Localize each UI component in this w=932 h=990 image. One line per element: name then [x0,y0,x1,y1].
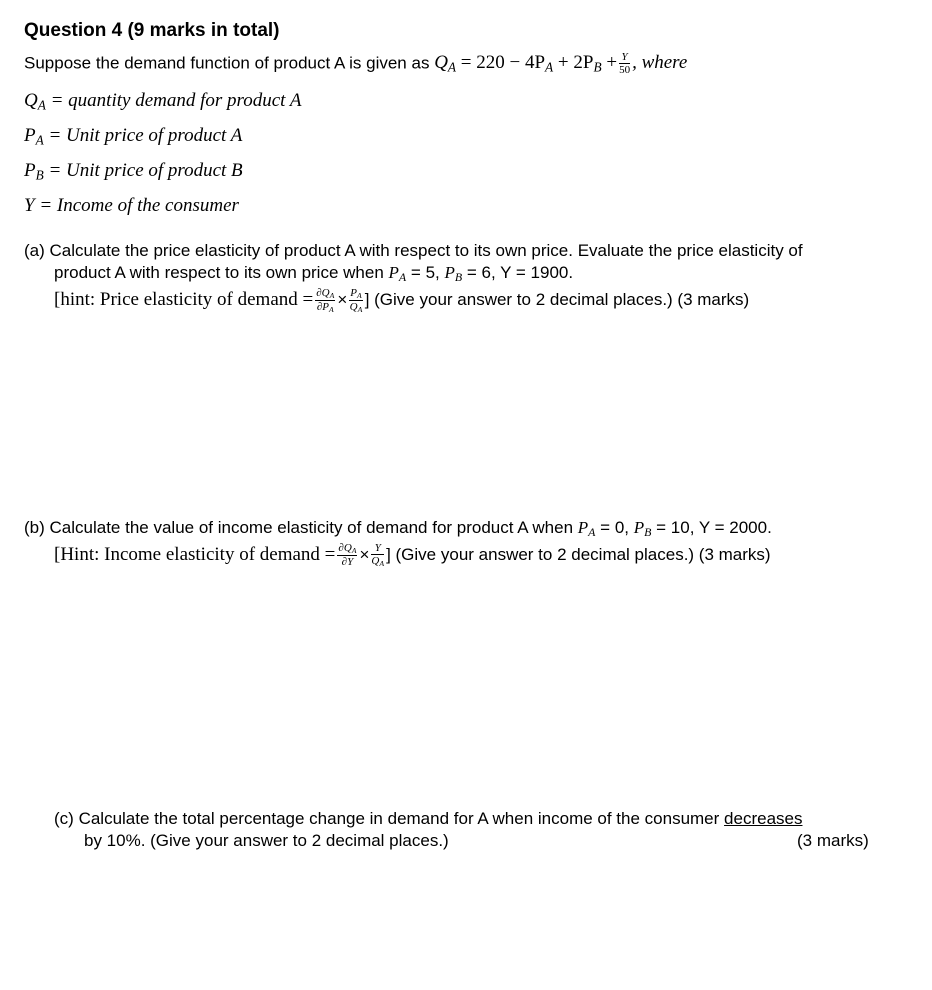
part-a-line1: (a) Calculate the price elasticity of product A with respect to its own price. Evaluate the price elasticity of [24,241,803,260]
part-c-line1: (c) Calculate the total percentage change in demand for A when income of the consumer decreases [54,809,803,828]
intro-text: Suppose the demand function of product A is given as [24,53,430,73]
part-a-hint: [hint: Price elasticity of demand = $\frac{\partial Q_A}{\partial P_A}$ × $\frac{P_A}{Q_A}$ ] (Give your answer to 2 decimal places.) (3 marks) [54,287,750,314]
part-a-line2: product A with respect to its own price when $P_A = 5$, $P_B = 6$, Y = 1900. [54,263,574,284]
question-title: Question 4 (9 marks in total) [24,20,280,41]
part-c-marks: (3 marks) [797,831,869,850]
decreases-underlined: decreases [724,809,803,828]
part-c-line2: by 10%. (Give your answer to 2 decimal places.) [84,831,449,850]
intro-line [24,52,687,76]
part-b-hint: [Hint: Income elasticity of demand = $\frac{\partial Q_A}{\partial Y}$ × $\frac{Y}{Q_A}$ ] (Give your answer to 2 decimal places.) (3 marks) [54,542,771,568]
demand-equation: $Q_A = 220 - 4P_A + 2P_B$ + $\frac{Y}{50}$ , where [434,51,688,76]
part-b-line1: (b) Calculate the value of income elasticity of demand for product A when $P_A = 0$, $P_B = 10$, Y = 2000. [24,518,772,539]
definition-qa: $Q_A$ = quantity demand for product A [24,90,302,113]
definition-pb: $P_B$ = Unit price of product B [24,160,243,183]
definition-pa: $P_A$ = Unit price of product A [24,125,243,148]
definition-y: Y = Income of the consumer [24,195,239,216]
